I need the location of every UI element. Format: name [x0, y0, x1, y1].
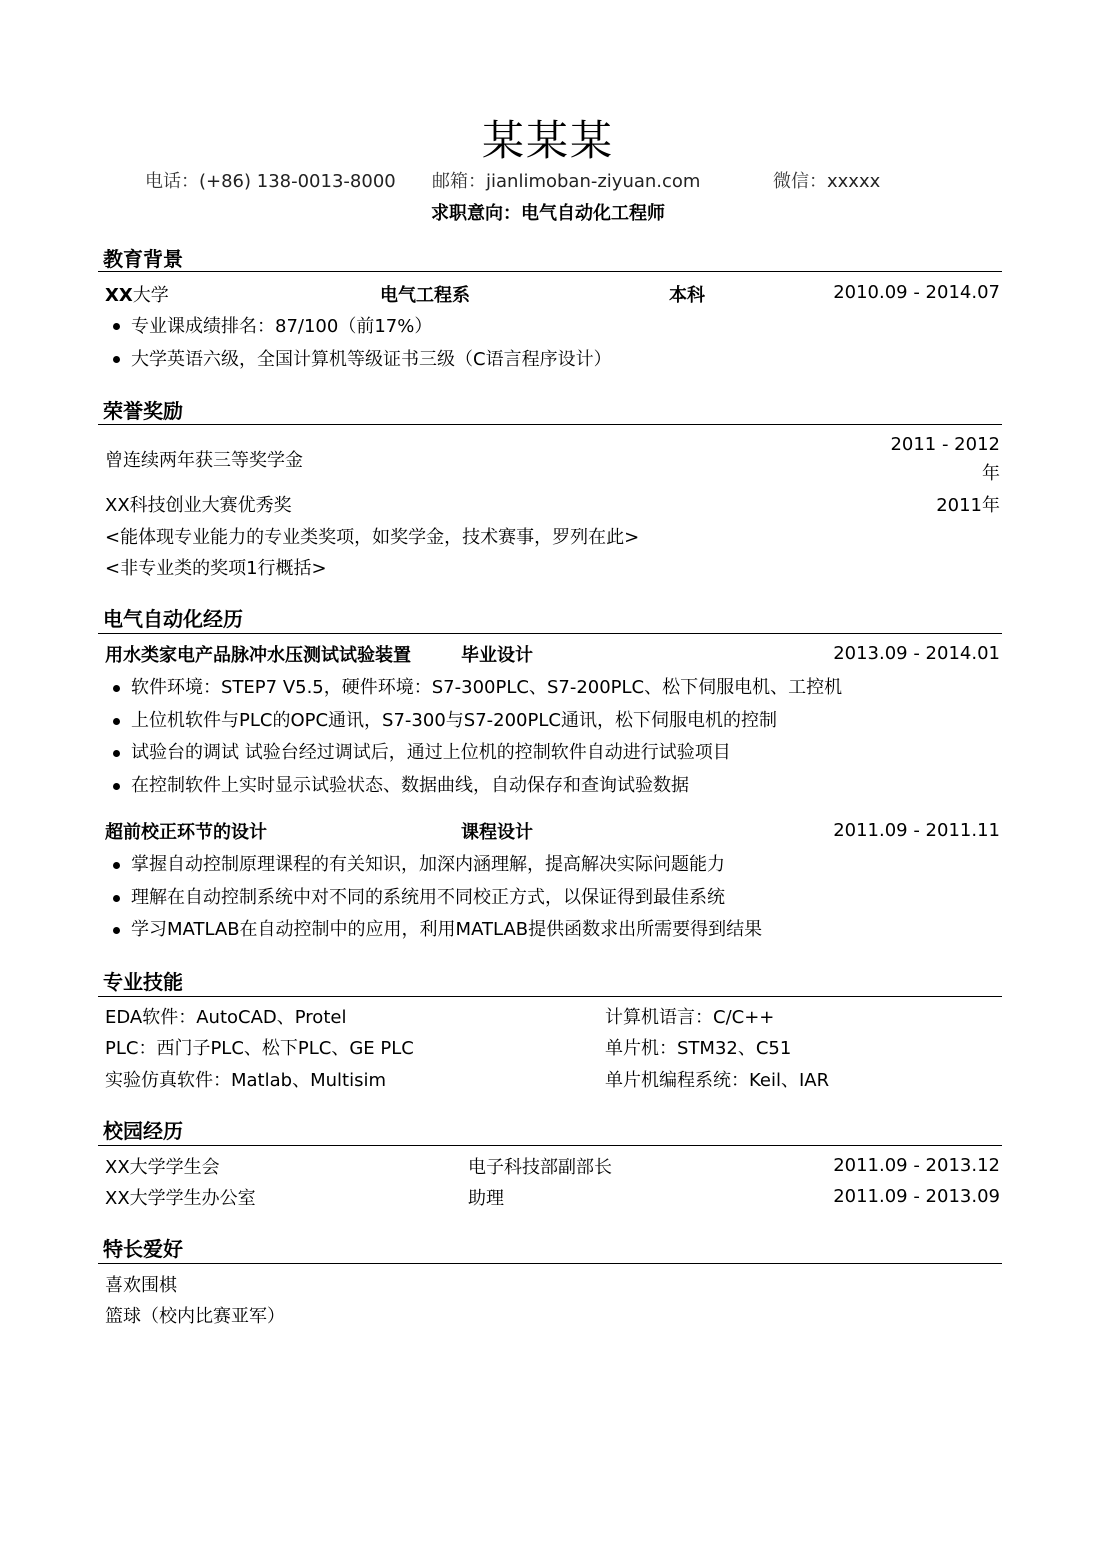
- bullet-dot: [113, 323, 120, 330]
- education-dates: 2010.09 - 2014.07: [833, 282, 1000, 303]
- honors-title: 荣誉奖励: [103, 399, 183, 423]
- honor-date: 2011 - 2012: [890, 434, 1000, 455]
- bullet-dot: [113, 750, 120, 757]
- hobbies-divider: [98, 1263, 1002, 1264]
- project-type: 课程设计: [461, 822, 533, 843]
- honor-item: 曾连续两年获三等奖学金: [105, 450, 303, 471]
- bullet-dot: [113, 783, 120, 790]
- project-bullet: 理解在自动控制系统中对不同的系统用不同校正方式，以保证得到最佳系统: [131, 887, 725, 908]
- degree: 本科: [669, 285, 705, 306]
- project-bullet: 掌握自动控制原理课程的有关知识，加深内涵理解，提高解决实际问题能力: [131, 854, 725, 875]
- skills-divider: [98, 996, 1002, 997]
- campus-dates: 2011.09 - 2013.12: [833, 1155, 1000, 1176]
- bullet-dot: [113, 718, 120, 725]
- skill-item: 实验仿真软件：Matlab、Multisim: [105, 1070, 386, 1091]
- campus-divider: [98, 1145, 1002, 1146]
- email-value: jianlimoban-ziyuan.com: [486, 171, 701, 192]
- education-divider: [98, 271, 1002, 272]
- bullet-dot: [113, 685, 120, 692]
- project-dates: 2011.09 - 2011.11: [833, 820, 1000, 841]
- honor-note: <非专业类的奖项1行概括>: [105, 558, 327, 579]
- bullet-dot: [113, 356, 120, 363]
- campus-dates: 2011.09 - 2013.09: [833, 1186, 1000, 1207]
- campus-org: XX大学学生会: [105, 1157, 220, 1178]
- school-name-bold: XX: [105, 285, 133, 306]
- project-dates: 2013.09 - 2014.01: [833, 643, 1000, 664]
- honor-date-suffix: 年: [982, 463, 1000, 484]
- honors-divider: [98, 424, 1002, 425]
- skill-item: 计算机语言：C/C++: [605, 1007, 775, 1028]
- experience-title: 电气自动化经历: [103, 607, 243, 631]
- phone-label: 电话：: [145, 171, 199, 192]
- skill-item: EDA软件：AutoCAD、Protel: [105, 1007, 347, 1028]
- school-name: [105, 281, 169, 307]
- education-bullet: 大学英语六级，全国计算机等级证书三级（C语言程序设计）: [131, 349, 612, 370]
- education-title: 教育背景: [103, 247, 183, 271]
- skill-item: 单片机编程系统：Keil、IAR: [605, 1070, 830, 1091]
- project-bullet: 学习MATLAB在自动控制中的应用，利用MATLAB提供函数求出所需要得到结果: [131, 919, 763, 940]
- major: 电气工程系: [380, 285, 470, 306]
- bullet-dot: [113, 927, 120, 934]
- skills-title: 专业技能: [103, 970, 183, 994]
- job-objective: 求职意向：电气自动化工程师: [431, 203, 665, 224]
- project-bullet: 试验台的调试 试验台经过调试后，通过上位机的控制软件自动进行试验项目: [131, 742, 731, 763]
- honor-item: XX科技创业大赛优秀奖: [105, 495, 292, 516]
- project-bullet: 软件环境：STEP7 V5.5，硬件环境：S7-300PLC、S7-200PLC、松下伺服电机、工控机: [131, 677, 843, 698]
- experience-divider: [98, 633, 1002, 634]
- project-bullet: 在控制软件上实时显示试验状态、数据曲线，自动保存和查询试验数据: [131, 775, 689, 796]
- hobby-item: 喜欢围棋: [105, 1275, 177, 1296]
- project-type: 毕业设计: [461, 645, 533, 666]
- project-name: 超前校正环节的设计: [105, 822, 267, 843]
- phone-value: (+86) 138-0013-8000: [199, 171, 396, 192]
- honor-note: <能体现专业能力的专业类奖项，如奖学金，技术赛事，罗列在此>: [105, 527, 640, 548]
- wechat-contact: [773, 167, 880, 193]
- campus-title: 校园经历: [103, 1119, 183, 1143]
- bullet-dot: [113, 895, 120, 902]
- hobby-item: 篮球（校内比赛亚军）: [105, 1306, 285, 1327]
- skill-item: 单片机：STM32、C51: [605, 1038, 792, 1059]
- school-name-rest: 大学: [132, 285, 169, 306]
- candidate-name: 某某某: [481, 116, 614, 165]
- project-bullet: 上位机软件与PLC的OPC通讯，S7-300与S7-200PLC通讯，松下伺服电机的控制: [131, 710, 777, 731]
- wechat-value: xxxxx: [827, 171, 881, 192]
- skill-item: PLC：西门子PLC、松下PLC、GE PLC: [105, 1038, 414, 1059]
- wechat-label: 微信：: [773, 171, 827, 192]
- hobbies-title: 特长爱好: [103, 1237, 183, 1261]
- honor-date: 2011年: [936, 495, 1000, 516]
- email-label: 邮箱：: [432, 171, 486, 192]
- campus-role: 电子科技部副部长: [468, 1157, 612, 1178]
- campus-org: XX大学学生办公室: [105, 1188, 256, 1209]
- phone-contact: [145, 167, 396, 193]
- project-name: 用水类家电产品脉冲水压测试试验装置: [105, 645, 411, 666]
- campus-role: 助理: [468, 1188, 504, 1209]
- bullet-dot: [113, 862, 120, 869]
- education-bullet: 专业课成绩排名：87/100（前17%）: [131, 316, 433, 337]
- email-contact: [432, 167, 700, 193]
